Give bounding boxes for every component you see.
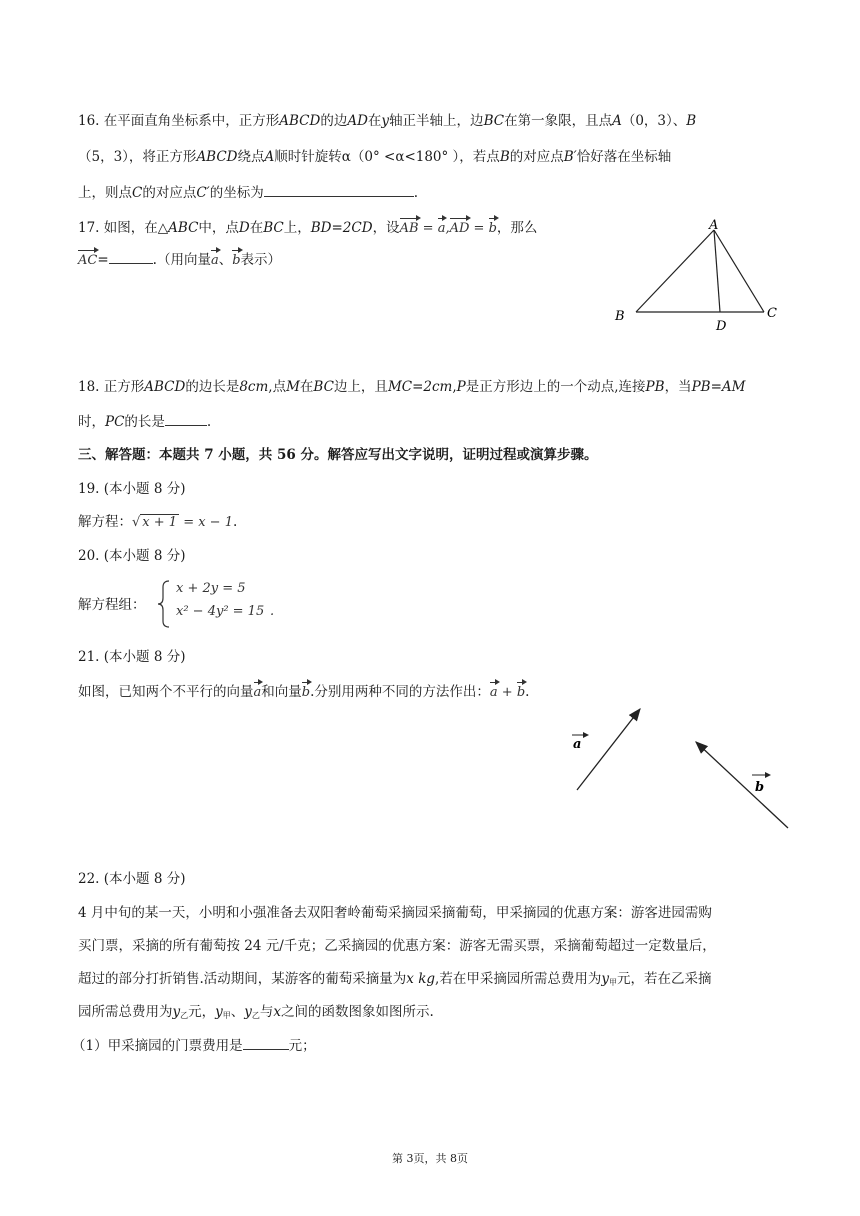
answer-blank[interactable] xyxy=(264,183,414,197)
answer-blank[interactable] xyxy=(109,250,153,264)
q18-line-1: 18. 正方形ABCD的边长是8cm,点M在BC边上，且MC=2cm,P是正方形边上的一个动点,连接PB，当PB=AM xyxy=(78,379,746,395)
vector-b-arrow xyxy=(696,742,788,828)
vector-b: b xyxy=(517,680,525,702)
label-c: C xyxy=(767,306,777,321)
section-3-heading: 三、解答题：本题共 7 小题，共 56 分。解答应写出文字说明，证明过程或演算步骤。 xyxy=(78,447,598,463)
answer-blank[interactable] xyxy=(165,412,207,426)
vector-a: a xyxy=(438,216,446,238)
q17-line-1: 17. 如图，在△ABC中，点D在BC上，BD=2CD，设AB = a,AD = b，那么 xyxy=(78,216,537,238)
vectors-figure xyxy=(560,700,800,840)
page-footer: 第 3页，共 8页 xyxy=(392,1152,468,1165)
system-eq-2: x² − 4y² = 15 xyxy=(176,604,265,619)
system-brace xyxy=(157,579,171,629)
vector-ad: AD xyxy=(450,216,470,238)
q20-label: 解方程组： xyxy=(78,597,146,613)
vector-a-arrow xyxy=(577,709,640,790)
label-a: a xyxy=(573,737,582,752)
vector-b: b xyxy=(302,680,310,702)
vector-b: b xyxy=(489,216,497,238)
side-ac xyxy=(714,230,764,312)
q22-line-2: 买门票，采摘的所有葡萄按 24 元/千克；乙采摘园的优惠方案：游客无需买票，采摘葡萄超过一定数量后， xyxy=(78,938,716,954)
q22-line-1: 4 月中旬的某一天，小明和小强准备去双阳奢岭葡萄采摘园采摘葡萄，甲采摘园的优惠方案：游客进园需购 xyxy=(78,905,712,921)
q20-heading: 20. (本小题 8 分) xyxy=(78,548,186,564)
vector-ab: AB xyxy=(400,216,419,238)
radical-sign: √ xyxy=(132,515,141,530)
q21-heading: 21. (本小题 8 分) xyxy=(78,649,186,665)
vector-a: a xyxy=(490,680,498,702)
vector-ac: AC xyxy=(78,248,97,270)
q17-line-2: AC= .（用向量a、b表示） xyxy=(78,248,281,270)
answer-blank[interactable] xyxy=(243,1036,289,1050)
segment-ad xyxy=(714,230,720,312)
q19-heading: 19. (本小题 8 分) xyxy=(78,481,186,497)
q16-line-3: 上，则点C的对应点C′的坐标为 . xyxy=(78,185,419,201)
system-end: . xyxy=(270,604,275,619)
label-d: D xyxy=(716,319,727,334)
q22-line-4: 园所需总费用为$y_乙$元，$y_甲$、$y_乙$与x之间的函数图象如图所示. xyxy=(78,1004,434,1020)
q16-line-2: （5，3），将正方形ABCD绕点A顺时针旋转α（0° <α<180° ），若点B的对应点B′恰好落在坐标轴 xyxy=(78,149,672,165)
triangle-figure xyxy=(610,216,790,334)
q21-body: 如图，已知两个不平行的向量a和向量b.分别用两种不同的方法作出：a + b. xyxy=(78,680,529,702)
q22-heading: 22. (本小题 8 分) xyxy=(78,871,186,887)
vector-a: a xyxy=(211,248,219,270)
vector-a: a xyxy=(254,680,262,702)
q19-body: 解方程：√ x + 1 = x − 1. xyxy=(78,514,238,530)
system-eq-1: x + 2y = 5 xyxy=(176,581,246,596)
vector-b: b xyxy=(232,248,240,270)
q22-part-1: （1）甲采摘园的门票费用是 元； xyxy=(72,1038,316,1054)
q18-line-2: 时，PC的长是 . xyxy=(78,414,212,430)
label-a: A xyxy=(709,218,719,233)
sqrt-expression: √ x + 1 = x − 1 xyxy=(132,515,233,530)
side-ab xyxy=(636,230,714,312)
q16-line-1: 16. 在平面直角坐标系中，正方形ABCD的边AD在y轴正半轴上，边BC在第一象限，且点A（0，3）、B xyxy=(78,113,697,129)
label-b: b xyxy=(755,780,765,795)
q22-line-3: 超过的部分打折销售.活动期间，某游客的葡萄采摘量为x kg,若在甲采摘园所需总费用为$y_甲$元，若在乙采摘 xyxy=(78,971,712,987)
label-b: B xyxy=(615,309,625,324)
